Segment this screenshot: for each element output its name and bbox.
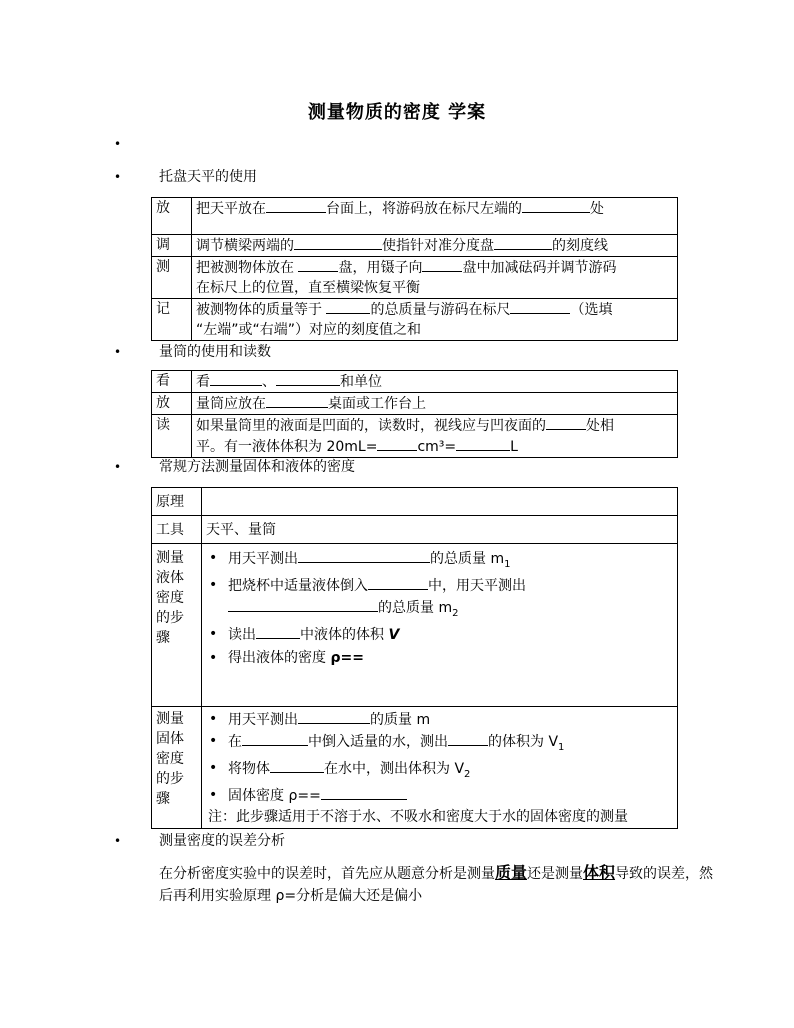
row-ji: 被测物体的质量等于 的总质量与游码在标尺 （选填 “左端”或“右端”）对应的刻度值之和 <box>192 299 678 341</box>
row-fang: 把天平放在 台面上，将游码放在标尺左端的 处 <box>192 198 678 235</box>
section-error: 测量密度的误差分析 <box>159 833 285 849</box>
row-key-liquid: 测量液体密度的步骤 <box>152 544 202 707</box>
row-principle <box>202 488 678 516</box>
list-item: • 将物体 在水中，测出体积为 $V_2$ <box>206 758 673 785</box>
row-solid <box>202 707 678 829</box>
list-item: • 在 中倒入适量的水，测出 的体积为 $V_1$ <box>206 731 673 758</box>
list-item: • 得出液体的密度 ρ== <box>206 648 673 669</box>
density-table <box>151 487 678 829</box>
list-item: • 把烧杯中适量液体倒入 中，用天平测出 的总质量 $m_2$ <box>206 575 673 624</box>
row-ce: 把被测物体放在 盘，用镊子向 盘中加减砝码并调节游码 在标尺上的位置，直至横梁恢复平衡 <box>192 257 678 299</box>
row-key-fang: 放 <box>152 198 192 235</box>
list-item: • 用天平测出 的总质量 $m_1$ <box>206 548 673 575</box>
row-key-ce: 测 <box>152 257 192 299</box>
list-item: • 用天平测出 的质量 m <box>206 709 673 731</box>
row-kan: 看 、 和单位 <box>192 371 678 393</box>
row-key-tiao: 调 <box>152 235 192 257</box>
section-density: 常规方法测量固体和液体的密度 <box>159 459 355 475</box>
row-tiao: 调节横梁两端的 使指针对准分度盘 的刻度线 <box>192 235 678 257</box>
row-liquid <box>202 544 678 707</box>
bullet: • <box>114 834 122 848</box>
row-key-du: 读 <box>152 415 192 458</box>
error-paragraph: 在分析密度实验中的误差时，首先应从题意分析是测量质量还是测量体积导致的误差，然后再利用实验原理 ρ=分析是偏大还是偏小 <box>159 863 714 904</box>
row-tools: 天平、量筒 <box>202 516 678 544</box>
row-du: 如果量筒里的液面是凹面的，读数时，视线应与凹夜面的 处相 平。有一液体体积为 20mL= cm³= L <box>192 415 678 458</box>
row-fang2: 量筒应放在 桌面或工作台上 <box>192 393 678 415</box>
note: 注：此步骤适用于不溶于水、不吸水和密度大于水的固体密度的测量 <box>208 808 628 825</box>
list-item: • 固体密度 ρ== <box>206 785 673 807</box>
cylinder-table <box>151 370 678 458</box>
balance-table <box>151 197 678 341</box>
section-cylinder: 量筒的使用和读数 <box>159 344 271 360</box>
bullet-empty: • <box>114 137 122 151</box>
bullet: • <box>114 345 122 359</box>
bullet: • <box>114 170 122 184</box>
row-key-tools: 工具 <box>152 516 202 544</box>
row-key-kan: 看 <box>152 371 192 393</box>
section-balance: 托盘天平的使用 <box>159 169 257 185</box>
row-key-solid: 测量固体密度的步骤 <box>152 707 202 829</box>
row-key-fang2: 放 <box>152 393 192 415</box>
list-item: • 读出 中液体的体积 V <box>206 624 673 646</box>
page-title: 测量物质的密度 学案 <box>307 102 487 123</box>
row-key-principle: 原理 <box>152 488 202 516</box>
bullet: • <box>114 460 122 474</box>
row-key-ji: 记 <box>152 299 192 341</box>
